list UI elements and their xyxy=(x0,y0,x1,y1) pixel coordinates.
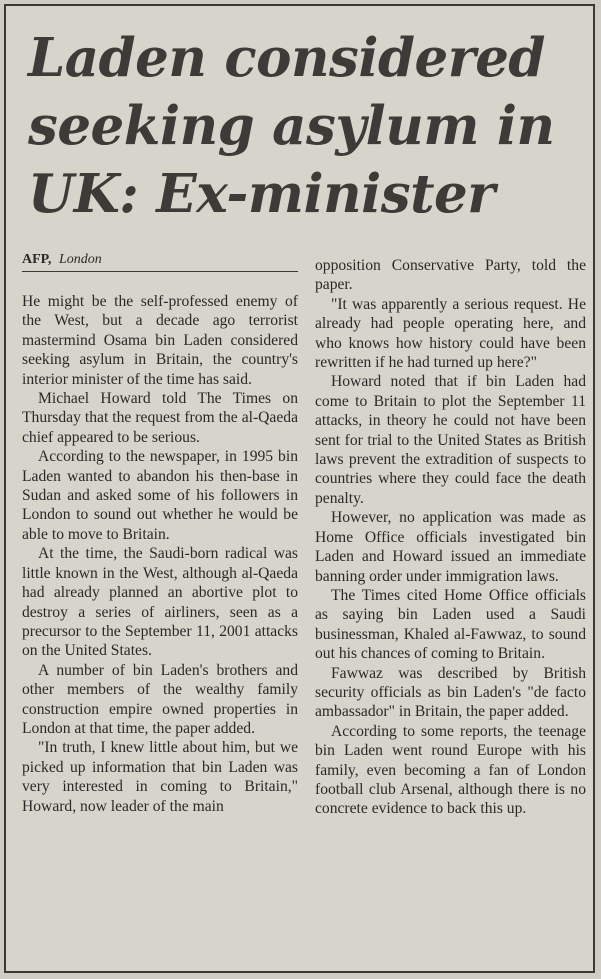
paragraph: opposition Conservative Party, told the paper. xyxy=(315,257,586,294)
headline-line-1: Laden considered xyxy=(28,27,545,89)
byline-agency: AFP, xyxy=(22,252,52,267)
paragraph: Fawwaz was described by British security officials as bin Laden's "de facto ambassador" in Britain, the paper added. xyxy=(315,664,586,721)
paragraph: However, no application was made as Home Office officials investigated bin Laden and Howard issued an immediate banning order under immigration laws. xyxy=(315,509,586,585)
paragraph: He might be the self-professed enemy of the West, but a decade ago terrorist mastermind Osama bin Laden considered seeking asylum in Britain, the country's interior minister of the time has said. xyxy=(22,293,298,388)
headline-line-3: UK: Ex-minister xyxy=(28,163,495,225)
paragraph: According to the newspaper, in 1995 bin Laden wanted to abandon his then-base in Sudan and asked some of his followers in London to sound out whether he would be able to move to Britain. xyxy=(22,448,298,543)
byline xyxy=(22,252,298,272)
paragraph: According to some reports, the teenage bin Laden went round Europe with his family, even becoming a fan of London football club Arsenal, although there is no concrete evidence to back this up. xyxy=(315,722,586,818)
headline-line-2: seeking asylum in xyxy=(28,95,555,157)
paragraph: A number of bin Laden's brothers and other members of the wealthy family construction empire owned properties in London at that time, the paper added. xyxy=(22,661,298,737)
paragraph: At the time, the Saudi-born radical was little known in the West, although al-Qaeda had already planned an abortive plot to destroy a series of airliners, seen as a precursor to the September 11, 2001 attacks on the United States. xyxy=(22,545,298,660)
paragraph: "In truth, I knew little about him, but we picked up information that bin Laden was very interested in coming to Britain," Howard, now leader of the main xyxy=(22,739,298,815)
article-column-right xyxy=(315,256,586,819)
paragraph: The Times cited Home Office officials as saying bin Laden used a Saudi businessman, Khaled al-Fawwaz, to sound out his chances of coming to Britain. xyxy=(315,586,586,663)
newspaper-clipping xyxy=(4,4,595,973)
paragraph: Howard noted that if bin Laden had come to Britain to plot the September 11 attacks, in theory he could not have been sent for trial to the United States as British laws prevent the extradition of suspects to countries where they could face the death penalty. xyxy=(315,373,586,507)
headline xyxy=(28,24,588,228)
article-column-left xyxy=(22,292,298,816)
paragraph: Michael Howard told The Times on Thursday that the request from the al-Qaeda chief appeared to be serious. xyxy=(22,390,298,446)
byline-place: London xyxy=(58,252,102,267)
paragraph: "It was apparently a serious request. He already had people operating here, and who knows how history could have been rewritten if he had turned up here?" xyxy=(315,295,586,372)
